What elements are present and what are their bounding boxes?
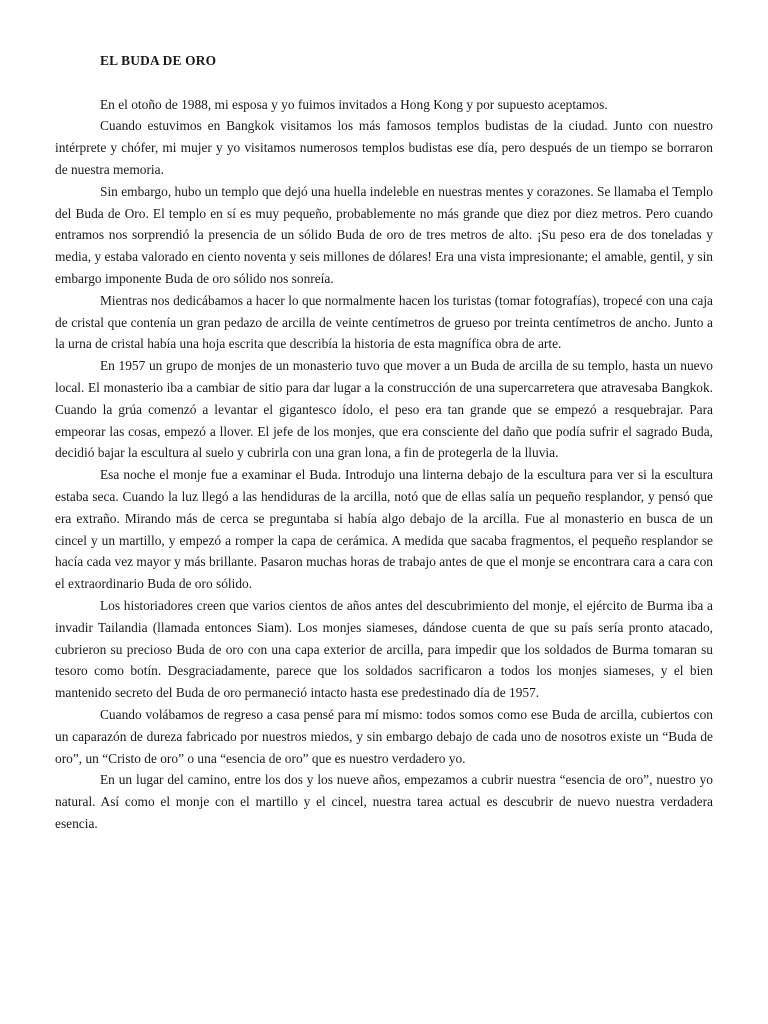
paragraph-1: En el otoño de 1988, mi esposa y yo fuimos invitados a Hong Kong y por supuesto aceptamos.: [100, 96, 608, 112]
paragraph-8: Cuando volábamos de regreso a casa pensé para mí mismo: todos somos como ese Buda de arcilla, cubiertos con un caparazón de dureza fabricado por nuestros miedos, y sin embargo debajo de cada uno de nosotros existe un “Buda de oro”, un “Cristo de oro” o una “esencia de oro” que es nuestro verdadero yo.: [55, 706, 713, 766]
title-spacer: [55, 72, 713, 94]
paragraph-5: En 1957 un grupo de monjes de un monasterio tuvo que mover a un Buda de arcilla de su templo, hasta un nuevo local. El monasterio iba a cambiar de sitio para dar lugar a la construcción de una supercarretera que atravesaba Bangkok. Cuando la grúa comenzó a levantar el gigantesco ídolo, el peso era tan grande que se empezó a resquebrajar. Para empeorar las cosas, empezó a llover. El jefe de los monjes, que era consciente del daño que podía sufrir el sagrado Buda, decidió bajar la escultura al suelo y cubrirla con una gran lona, a fin de protegerla de la lluvia.: [55, 358, 713, 461]
paragraph-4: Mientras nos dedicábamos a hacer lo que normalmente hacen los turistas (tomar fotografías), tropecé con una caja de cristal que contenía un gran pedazo de arcilla de veinte centímetros de grueso por treinta centímetros de ancho. Junto a la urna de cristal había una hoja escrita que describía la historia de esta magnífica obra de arte.: [55, 292, 713, 352]
paragraph-9: En un lugar del camino, entre los dos y los nueve años, empezamos a cubrir nuestra “esencia de oro”, nuestro yo natural. Así como el monje con el martillo y el cincel, nuestra tarea actual es descubrir de nuevo nuestra verdadera esencia.: [55, 772, 713, 831]
document-title: EL BUDA DE ORO: [100, 53, 217, 68]
paragraph-2: Cuando estuvimos en Bangkok visitamos los más famosos templos budistas de la ciudad. Junto con nuestro intérprete y chófer, mi mujer y yo visitamos numerosos templos budistas ese día, pero después de un tiempo se borraron de nuestra memoria.: [55, 118, 713, 177]
paragraph-6: Esa noche el monje fue a examinar el Buda. Introdujo una linterna debajo de la escultura para ver si la escultura estaba seca. Cuando la luz llegó a las hendiduras de la arcilla, notó que de ellas salía un pequeño resplandor, y pensó que era extraño. Mirando más de cerca se preguntaba si había algo debajo de la arcilla. Fue al monasterio en busca de un cincel y un martillo, y empezó a romper la capa de cerámica. A medida que sacaba fragmentos, el pequeño resplandor se hacía cada vez mayor y más brillante. Pasaron muchas horas de trabajo antes de que el monje se encontrara cara a cara con el extraordinario Buda de oro sólido.: [55, 467, 713, 592]
paragraph-3: Sin embargo, hubo un templo que dejó una huella indeleble en nuestras mentes y corazones. Se llamaba el Templo del Buda de Oro. El templo en sí es muy pequeño, probablemente no más grande que diez por diez metros. Pero cuando entramos nos sorprendió la presencia de un sólido Buda de oro de tres metros de alto. ¡Su peso era de dos toneladas y media, y estaba valorado en ciento noventa y seis millones de dólares! Era una vista impresionante; el amable, gentil, y sin embargo imponente Buda de oro sólido nos sonreía.: [55, 183, 713, 286]
paragraph-7: Los historiadores creen que varios cientos de años antes del descubrimiento del monje, el ejército de Burma iba a invadir Tailandia (llamada entonces Siam). Los monjes siameses, dándose cuenta de que su país sería pronto atacado, cubrieron su precioso Buda de oro con una capa exterior de arcilla, para impedir que los soldados de Burma tomaran su tesoro como botín. Desgraciadamente, parece que los soldados sacrificaron a todos los monjes siameses, y el bien mantenido secreto del Buda de oro permaneció intacto hasta ese predestinado día de 1957.: [55, 597, 713, 701]
